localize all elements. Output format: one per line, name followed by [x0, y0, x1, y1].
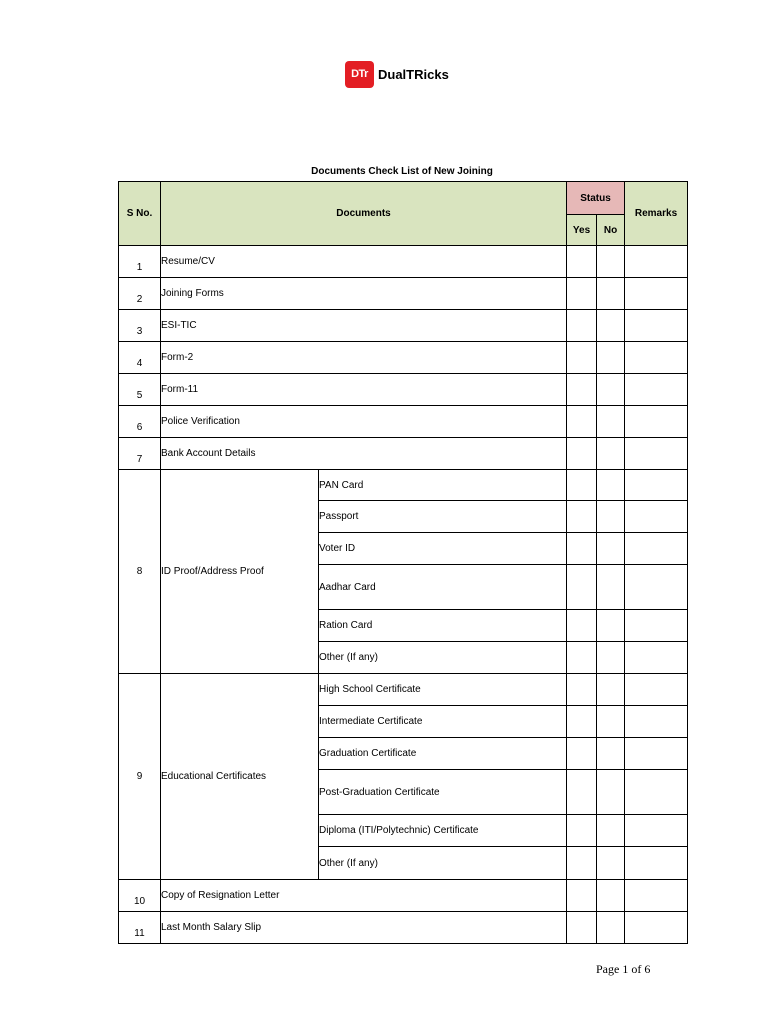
row-document: Police Verification [161, 406, 567, 438]
table-row [119, 674, 688, 706]
remarks-cell[interactable] [625, 674, 688, 706]
no-cell[interactable] [597, 310, 625, 342]
yes-cell[interactable] [567, 642, 597, 674]
remarks-cell[interactable] [625, 706, 688, 738]
remarks-cell[interactable] [625, 374, 688, 406]
row-sno: 9 [119, 674, 161, 880]
row-sno: 4 [119, 342, 161, 374]
row-sub-document: Intermediate Certificate [319, 706, 567, 738]
row-sub-document: Voter ID [319, 533, 567, 565]
no-cell[interactable] [597, 501, 625, 533]
remarks-cell[interactable] [625, 246, 688, 278]
yes-cell[interactable] [567, 374, 597, 406]
yes-cell[interactable] [567, 738, 597, 770]
remarks-cell[interactable] [625, 912, 688, 944]
row-sno: 1 [119, 246, 161, 278]
row-sno: 8 [119, 470, 161, 674]
yes-cell[interactable] [567, 310, 597, 342]
no-cell[interactable] [597, 565, 625, 610]
no-cell[interactable] [597, 815, 625, 847]
table-row [119, 470, 688, 501]
yes-cell[interactable] [567, 342, 597, 374]
no-cell[interactable] [597, 470, 625, 501]
yes-cell[interactable] [567, 706, 597, 738]
yes-cell[interactable] [567, 438, 597, 470]
row-document-group: Educational Certificates [161, 674, 319, 880]
no-cell[interactable] [597, 374, 625, 406]
row-sub-document: Graduation Certificate [319, 738, 567, 770]
no-cell[interactable] [597, 912, 625, 944]
header-sno: S No. [119, 182, 161, 246]
row-sub-document: Other (If any) [319, 642, 567, 674]
remarks-cell[interactable] [625, 278, 688, 310]
table-row [119, 880, 688, 912]
remarks-cell[interactable] [625, 738, 688, 770]
yes-cell[interactable] [567, 880, 597, 912]
no-cell[interactable] [597, 438, 625, 470]
remarks-cell[interactable] [625, 406, 688, 438]
logo-badge-icon: DTr [345, 61, 374, 88]
remarks-cell[interactable] [625, 470, 688, 501]
remarks-cell[interactable] [625, 880, 688, 912]
brand-name: DualTRicks [378, 66, 449, 82]
row-document: Bank Account Details [161, 438, 567, 470]
header-remarks: Remarks [625, 182, 688, 246]
header-no: No [597, 215, 625, 246]
no-cell[interactable] [597, 770, 625, 815]
yes-cell[interactable] [567, 470, 597, 501]
table-row [119, 912, 688, 944]
header-status: Status [567, 182, 625, 215]
row-sno: 7 [119, 438, 161, 470]
row-sno: 10 [119, 880, 161, 912]
checklist-table [118, 181, 688, 944]
row-document: Copy of Resignation Letter [161, 880, 567, 912]
header-yes: Yes [567, 215, 597, 246]
table-row [119, 278, 688, 310]
table-row [119, 406, 688, 438]
no-cell[interactable] [597, 706, 625, 738]
no-cell[interactable] [597, 278, 625, 310]
remarks-cell[interactable] [625, 310, 688, 342]
row-sno: 5 [119, 374, 161, 406]
yes-cell[interactable] [567, 406, 597, 438]
no-cell[interactable] [597, 738, 625, 770]
table-row [119, 310, 688, 342]
row-sub-document: PAN Card [319, 470, 567, 501]
no-cell[interactable] [597, 880, 625, 912]
yes-cell[interactable] [567, 847, 597, 880]
yes-cell[interactable] [567, 533, 597, 565]
row-sub-document: Ration Card [319, 610, 567, 642]
yes-cell[interactable] [567, 246, 597, 278]
brand-logo [345, 60, 449, 88]
no-cell[interactable] [597, 533, 625, 565]
row-sub-document: Diploma (ITI/Polytechnic) Certificate [319, 815, 567, 847]
yes-cell[interactable] [567, 815, 597, 847]
yes-cell[interactable] [567, 501, 597, 533]
yes-cell[interactable] [567, 610, 597, 642]
checklist-body [119, 246, 688, 944]
table-row [119, 342, 688, 374]
row-document: Form-11 [161, 374, 567, 406]
row-document: Last Month Salary Slip [161, 912, 567, 944]
row-sub-document: High School Certificate [319, 674, 567, 706]
row-sno: 6 [119, 406, 161, 438]
remarks-cell[interactable] [625, 501, 688, 533]
no-cell[interactable] [597, 674, 625, 706]
header-documents: Documents [161, 182, 567, 246]
no-cell[interactable] [597, 342, 625, 374]
page-number: Page 1 of 6 [596, 962, 651, 976]
row-sno: 2 [119, 278, 161, 310]
no-cell[interactable] [597, 246, 625, 278]
remarks-cell[interactable] [625, 533, 688, 565]
table-row [119, 246, 688, 278]
yes-cell[interactable] [567, 912, 597, 944]
remarks-cell[interactable] [625, 342, 688, 374]
remarks-cell[interactable] [625, 565, 688, 610]
table-row [119, 438, 688, 470]
remarks-cell[interactable] [625, 770, 688, 815]
row-sno: 11 [119, 912, 161, 944]
row-sub-document: Other (If any) [319, 847, 567, 880]
remarks-cell[interactable] [625, 815, 688, 847]
remarks-cell[interactable] [625, 847, 688, 880]
table-row [119, 374, 688, 406]
row-sub-document: Post-Graduation Certificate [319, 770, 567, 815]
remarks-cell[interactable] [625, 642, 688, 674]
no-cell[interactable] [597, 642, 625, 674]
remarks-cell[interactable] [625, 610, 688, 642]
remarks-cell[interactable] [625, 438, 688, 470]
no-cell[interactable] [597, 406, 625, 438]
row-sub-document: Aadhar Card [319, 565, 567, 610]
row-document: ESI-TIC [161, 310, 567, 342]
row-document-group: ID Proof/Address Proof [161, 470, 319, 674]
no-cell[interactable] [597, 610, 625, 642]
document-title: Documents Check List of New Joining [311, 166, 493, 177]
row-document: Joining Forms [161, 278, 567, 310]
yes-cell[interactable] [567, 278, 597, 310]
yes-cell[interactable] [567, 565, 597, 610]
row-sno: 3 [119, 310, 161, 342]
row-document: Form-2 [161, 342, 567, 374]
row-document: Resume/CV [161, 246, 567, 278]
yes-cell[interactable] [567, 770, 597, 815]
no-cell[interactable] [597, 847, 625, 880]
yes-cell[interactable] [567, 674, 597, 706]
row-sub-document: Passport [319, 501, 567, 533]
